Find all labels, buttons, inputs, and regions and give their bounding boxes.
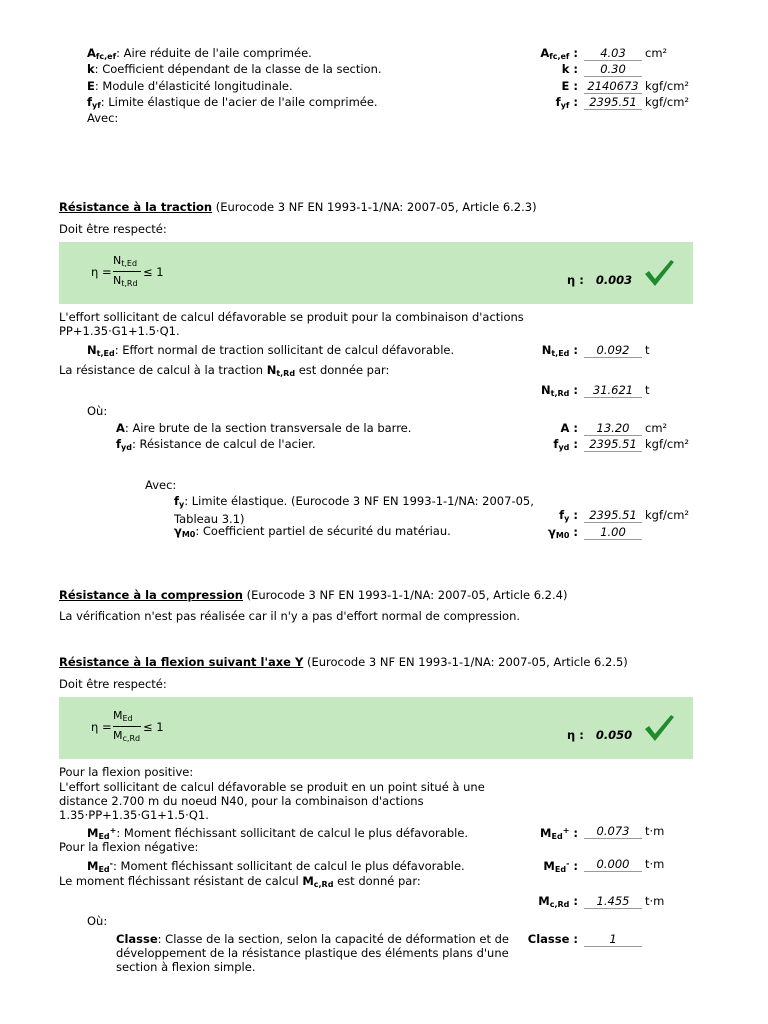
med-pos-symbol: $M_{Ed}^+$ : xyxy=(540,826,578,841)
check-icon xyxy=(643,258,675,288)
ntrd-value: 31.621 xyxy=(584,383,642,398)
nted-value: 0.092 xyxy=(584,343,642,358)
med-neg-symbol: $M_{Ed}^-$ : xyxy=(543,859,578,874)
nted-definition: $N_{t,Ed}$: Effort normal de traction sollicitant de calcul défavorable. xyxy=(87,343,455,358)
A-value: 13.20 xyxy=(584,421,642,436)
med-neg-value: 0.000 xyxy=(584,857,642,872)
traction-check-box: η = $N_{t,Ed}$ $N_{t,Rd}$ ≤ 1 η : 0.003 xyxy=(59,242,693,304)
flexion-neg-title: Pour la flexion négative: xyxy=(59,840,199,854)
fyf-symbol: $f_{yf}$ : xyxy=(555,95,578,110)
med-neg-unit: t·m xyxy=(645,857,665,871)
fyf-value: 2395.51 xyxy=(584,95,642,110)
avec-label: Avec: xyxy=(87,111,119,125)
gm0-definition: $\gamma_{M0}$: Coefficient partiel de sécurité du matériau. xyxy=(174,524,451,539)
fy-definition: $f_y$: Limite élastique. (Eurocode 3 NF EN 1993-1-1/NA: 2007-05, Tableau 3.1) xyxy=(174,494,534,526)
A-definition: A: Aire brute de la section transversale de la barre. xyxy=(116,421,412,435)
traction-doit: Doit être respecté: xyxy=(59,222,167,236)
eta-symbol: η = xyxy=(91,265,112,279)
flexion-ou: Où: xyxy=(87,914,108,928)
fy-value: 2395.51 xyxy=(584,508,642,523)
med-pos-definition: $M_{Ed}^+$: Moment fléchissant sollicitant de calcul le plus défavorable. xyxy=(87,826,469,841)
mcrd-unit: t·m xyxy=(645,894,665,908)
E-value: 2140673 xyxy=(584,79,642,94)
ntrd-intro: La résistance de calcul à la traction $N_{t,Rd}$ est donnée par: xyxy=(59,363,390,378)
afc-unit: cm² xyxy=(645,46,668,60)
traction-eta-result: η : 0.003 xyxy=(567,273,633,287)
flexion-heading: Résistance à la flexion suivant l'axe Y (Eurocode 3 NF EN 1993-1-1/NA: 2007-05, Article 6.2.5) xyxy=(59,655,628,669)
flexion-eta-result: η : 0.050 xyxy=(567,728,633,742)
fyd-definition: $f_{yd}$: Résistance de calcul de l'acier. xyxy=(116,437,316,452)
traction-ou: Où: xyxy=(87,404,108,418)
classe-value: 1 xyxy=(584,932,642,947)
med-neg-definition: $M_{Ed}^-$: Moment fléchissant sollicitant de calcul le plus défavorable. xyxy=(87,859,465,874)
leq-one: ≤ 1 xyxy=(143,265,164,279)
k-definition: k: Coefficient dépendant de la classe de la section. xyxy=(87,62,382,76)
fyd-value: 2395.51 xyxy=(584,437,642,452)
classe-definition: Classe: Classe de la section, selon la capacité de déformation et de développement de la résistance plastique des éléments plans d'une section à flexion simple. xyxy=(116,932,509,974)
fyd-symbol: $f_{yd}$ : xyxy=(553,437,578,452)
k-value: 0.30 xyxy=(584,62,642,77)
mcrd-value: 1.455 xyxy=(584,894,642,909)
fy-unit: kgf/cm² xyxy=(645,508,690,522)
fy-symbol: $f_y$ : xyxy=(559,508,578,523)
traction-combo-text: L'effort sollicitant de calcul défavorable se produit pour la combinaison d'actions PP+1.35·G1+1.5·Q1. xyxy=(59,310,524,338)
med-pos-value: 0.073 xyxy=(584,824,642,839)
E-symbol: E : xyxy=(561,79,578,93)
classe-symbol: Classe : xyxy=(527,932,578,946)
E-definition: E: Module d'élasticité longitudinale. xyxy=(87,79,293,93)
gm0-value: 1.00 xyxy=(584,525,642,540)
ntrd-symbol: $N_{t,Rd}$ : xyxy=(541,383,578,398)
gm0-symbol: $\gamma_{M0}$ : xyxy=(548,525,578,540)
fyf-unit: kgf/cm² xyxy=(645,95,690,109)
traction-avec: Avec: xyxy=(145,478,177,492)
flexion-check-box: η = $M_{Ed}$ $M_{c,Rd}$ ≤ 1 η : 0.050 xyxy=(59,697,693,759)
nted-unit: t xyxy=(645,343,650,357)
A-symbol: A : xyxy=(560,421,578,435)
nted-symbol: $N_{t,Ed}$ : xyxy=(541,343,578,358)
afc-value: 4.03 xyxy=(584,46,642,61)
A-unit: cm² xyxy=(645,421,668,435)
mcrd-intro: Le moment fléchissant résistant de calcul $M_{c,Rd}$ est donné par: xyxy=(59,874,421,889)
E-unit: kgf/cm² xyxy=(645,79,690,93)
traction-heading: Résistance à la traction (Eurocode 3 NF EN 1993-1-1/NA: 2007-05, Article 6.2.3) xyxy=(59,200,537,214)
flexion-doit: Doit être respecté: xyxy=(59,677,167,691)
check-icon xyxy=(643,713,675,743)
fyf-definition: $f_{yf}$: Limite élastique de l'acier de l'aile comprimée. xyxy=(87,95,378,110)
leq-one: ≤ 1 xyxy=(143,720,164,734)
ntrd-unit: t xyxy=(645,383,650,397)
flexion-pos-title: Pour la flexion positive: xyxy=(59,765,194,779)
afc-symbol: $A_{fc,ef}$ : xyxy=(540,46,578,61)
fyd-unit: kgf/cm² xyxy=(645,437,690,451)
flexion-pos-text: L'effort sollicitant de calcul défavorable se produit en un point situé à une distance 2.700 m du noeud N40, pour la combinaison d'actions 1.35·PP+1.35·G1+1.5·Q1. xyxy=(59,780,485,822)
k-symbol: k : xyxy=(561,62,578,76)
afc-definition: $A_{fc,ef}$: Aire réduite de l'aile comprimée. xyxy=(87,46,312,61)
mcrd-symbol: $M_{c,Rd}$ : xyxy=(538,894,578,909)
compression-text: La vérification n'est pas réalisée car il n'y a pas d'effort normal de compression. xyxy=(59,609,521,623)
eta-symbol: η = xyxy=(91,720,112,734)
med-pos-unit: t·m xyxy=(645,824,665,838)
compression-heading: Résistance à la compression (Eurocode 3 NF EN 1993-1-1/NA: 2007-05, Article 6.2.4) xyxy=(59,588,568,602)
